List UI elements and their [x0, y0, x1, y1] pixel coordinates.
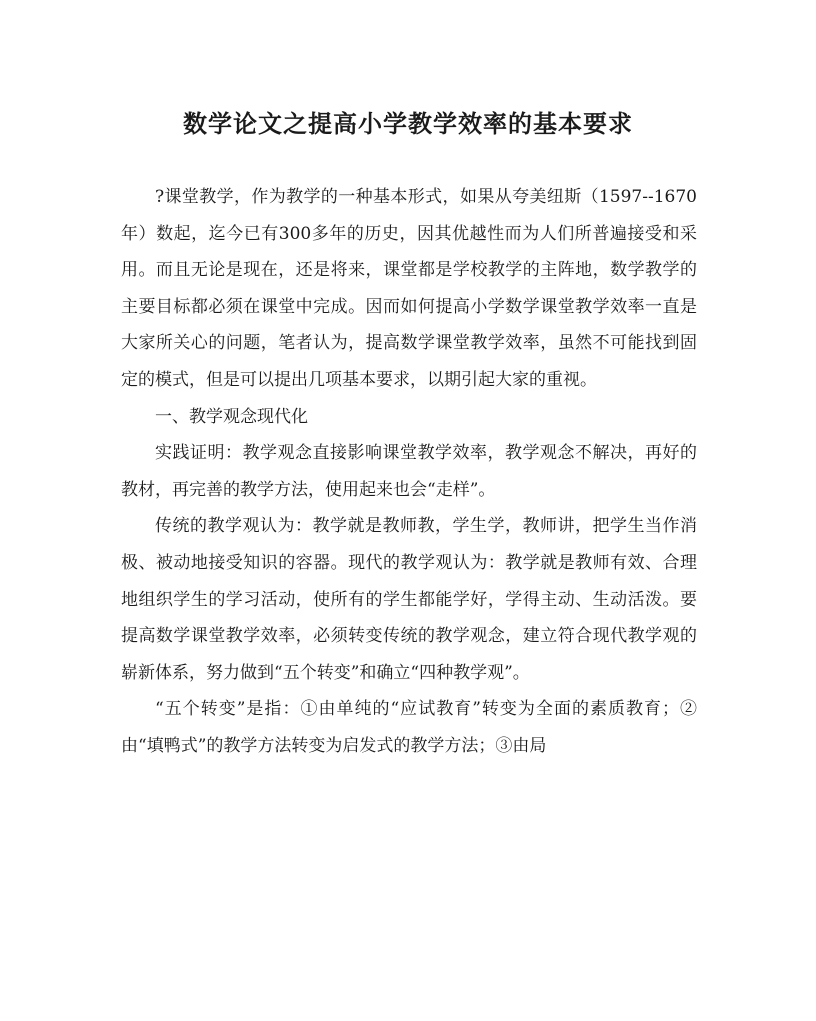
document-title: 数学论文之提高小学教学效率的基本要求 — [183, 109, 633, 138]
document-body — [121, 179, 697, 765]
body-paragraph: “五个转变”是指：①由单纯的“应试教育”转变为全面的素质教育；②由“填鸭式”的教学方法转变为启发式的教学方法；③由局 — [121, 699, 697, 756]
section-heading: 一、教学观念现代化 — [155, 406, 308, 427]
body-paragraph: 传统的教学观认为：教学就是教师教，学生学，教师讲，把学生当作消极、被动地接受知识的容器。现代的教学观认为：教学就是教师有效、合理地组织学生的学习活动，使所有的学生都能学好，学得主动、生动活泼。要提高数学课堂教学效率，必须转变传统的教学观念，建立符合现代教学观的崭新体系，努力做到“五个转变”和确立“四种教学观”。 — [121, 516, 697, 683]
body-paragraph: 实践证明：教学观念直接影响课堂教学效率，教学观念不解决，再好的教材，再完善的教学方法，使用起来也会“走样”。 — [121, 443, 697, 500]
intro-paragraph: ?课堂教学，作为教学的一种基本形式，如果从夸美纽斯（1597--1670年）数起，迄今已有300多年的历史，因其优越性而为人们所普遍接受和采用。而且无论是现在，还是将来，课堂都是学校教学的主阵地，数学教学的主要目标都必须在课堂中完成。因而如何提高小学数学课堂教学效率一直是大家所关心的问题，笔者认为，提高数学课堂教学效率，虽然不可能找到固定的模式，但是可以提出几项基本要求，以期引起大家的重视。 — [121, 187, 697, 390]
